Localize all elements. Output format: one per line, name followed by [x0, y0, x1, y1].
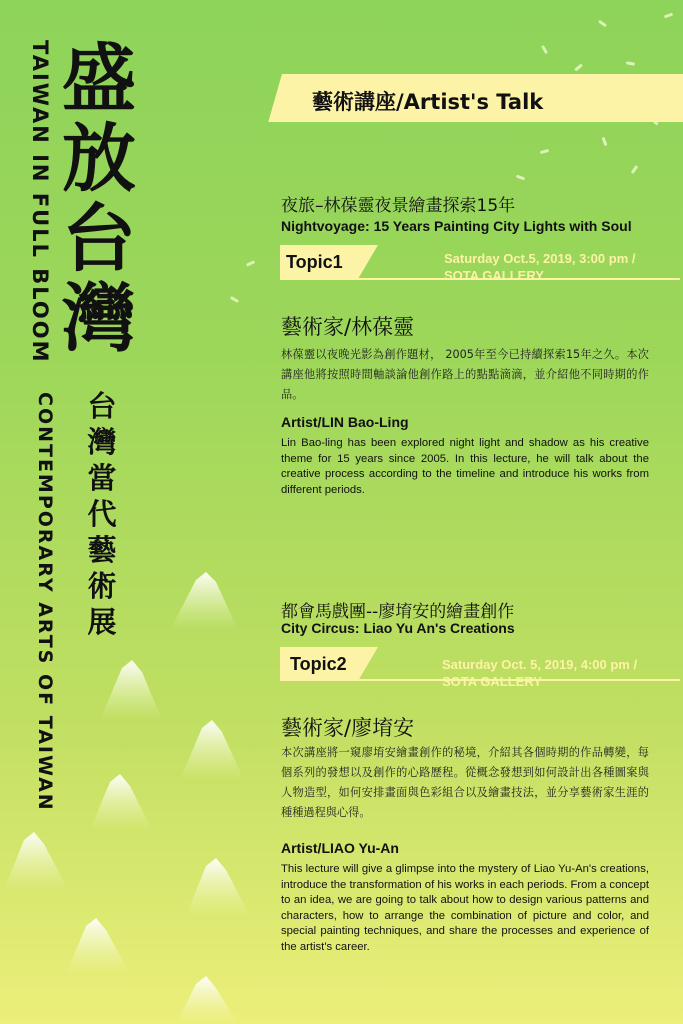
- topic1-venue: SOTA GALLERY: [444, 268, 544, 283]
- mountain-peaks-illustration: [0, 560, 270, 1024]
- topic1-label: Topic1: [286, 252, 343, 272]
- topic1-title-en: Nightvoyage: 15 Years Painting City Lights with Soul: [281, 218, 632, 234]
- topic2-desc-zh: 本次講座將一窺廖堉安繪畫創作的秘境，介紹其各個時期的作品轉變，每個系列的發想以及創作的心路歷程。從概念發想到如何設計出各種圖案與人物造型，如何安排畫面與色彩組合以及繪畫技法，並分享藝術家生涯的種種過程與心得。: [281, 746, 649, 819]
- topic1-date: Saturday Oct.5, 2019, 3:00 pm /: [444, 251, 636, 266]
- subtitle-char-5: 藝: [87, 533, 117, 567]
- subtitle-char-1: 台: [87, 389, 117, 423]
- topic1-desc-en: Lin Bao-ling has been explored night light and shadow as his creative theme for 15 years since 2005. In this lecture, he will talk about the creative process according to the timeline and introduce his works from different periods.: [281, 437, 649, 496]
- topic2-label: Topic2: [290, 654, 347, 674]
- title-char-4: 灣: [62, 276, 136, 362]
- vertical-title-en: TAIWAN IN FULL BLOOM: [28, 40, 52, 364]
- topic2-artist-en: Artist/LIAO Yu-An: [281, 840, 399, 856]
- topic1-title-zh: 夜旅–林葆靈夜景繪畫探索15年: [281, 196, 516, 216]
- topic1-artist-zh: 藝術家/林葆靈: [281, 315, 415, 339]
- subtitle-char-3: 當: [87, 461, 117, 495]
- topic2-venue: SOTA GALLERY: [442, 674, 542, 689]
- topic2-title-zh: 都會馬戲團--廖堉安的繪畫創作: [281, 602, 515, 622]
- topic2-artist-zh: 藝術家/廖堉安: [281, 716, 415, 740]
- title-char-3: 台: [62, 196, 136, 282]
- subtitle-char-7: 展: [87, 605, 117, 639]
- subtitle-char-2: 灣: [87, 425, 117, 459]
- topic2-desc-en: This lecture will give a glimpse into the mystery of Liao Yu-An's creations, introduce the transformation of his works in each periods. From a concept to an idea, we are going to talk about how to design various patterns and characters, how to arrange the combination of picture and color, and special painting techniques, and share the processes and experience of the artist's career.: [281, 863, 649, 953]
- topic2-title-en: City Circus: Liao Yu An's Creations: [281, 620, 515, 636]
- title-char-2: 放: [62, 116, 136, 202]
- topic2-date: Saturday Oct. 5, 2019, 4:00 pm /: [442, 657, 638, 672]
- title-char-1: 盛: [62, 36, 136, 122]
- banner-title: 藝術講座/Artist's Talk: [312, 90, 544, 114]
- subtitle-char-6: 術: [87, 569, 117, 603]
- vertical-subtitle-en: CONTEMPORARY ARTS OF TAIWAN: [34, 392, 56, 812]
- topic1-artist-en: Artist/LIN Bao-Ling: [281, 414, 409, 430]
- subtitle-char-4: 代: [87, 497, 117, 531]
- topic1-desc-zh: 林葆靈以夜晚光影為創作題材， 2005年至今已持續探索15年之久。本次講座他將按照時間軸談論他創作路上的點點滴滴，並介紹他不同時期的作品。: [281, 348, 649, 401]
